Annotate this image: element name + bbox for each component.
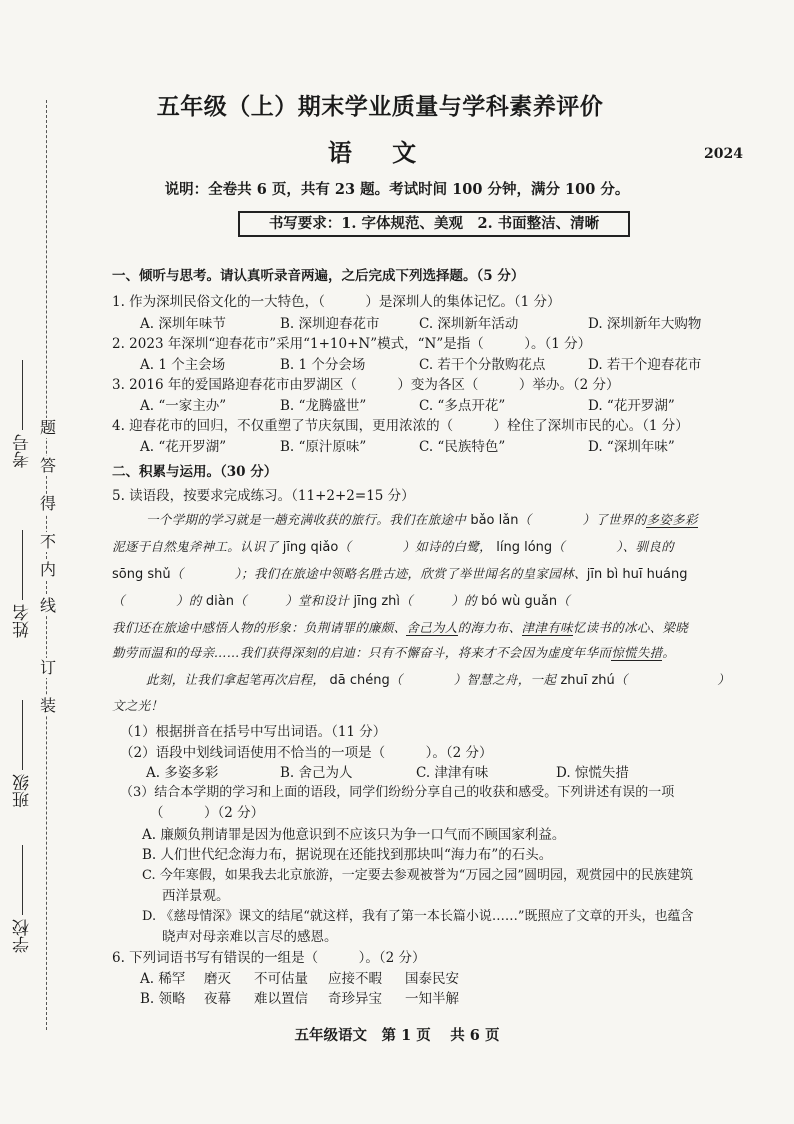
q2-option-a[interactable]: A. 1 个主会场 [140, 357, 226, 373]
sub3-option-a[interactable]: A. 廉颇负荆请罪是因为他意识到不应该只为争一口气而不顾国家利益。 [142, 827, 566, 843]
question-1-stem: 1. 作为深圳民俗文化的一大特色，（ ）是深圳人的集体记忆。（1 分） [112, 294, 561, 310]
name-field[interactable] [10, 530, 36, 638]
q3-option-a[interactable]: A. “一家主办” [140, 398, 227, 414]
sub2-option-c[interactable]: C. 津津有味 [416, 765, 489, 781]
seal-word: 得 [39, 494, 56, 513]
q4-option-d[interactable]: D. “深圳年味” [588, 439, 675, 455]
name-label: 姓名 [13, 604, 33, 638]
question-5-stem: 5. 读语段，按要求完成练习。（11+2+2=15 分） [112, 488, 415, 504]
sub-question-3-blank: （ ）（2 分） [150, 805, 265, 821]
question-6-stem: 6. 下列词语书写有错误的一组是（ ）。（2 分） [112, 950, 426, 966]
passage-line: 一个学期的学习就是一趟充满收获的旅行。我们在旅途中 bǎo lǎn（ ）了世界的多姿多彩 [146, 512, 698, 528]
seal-word: 装 [39, 696, 56, 715]
q1-option-c[interactable]: C. 深圳新年活动 [419, 316, 519, 332]
q3-option-d[interactable]: D. “花开罗湖” [588, 398, 675, 414]
sub3-option-c[interactable]: C. 今年寒假，如果我去北京旅游，一定要去参观被誉为“万园之园”圆明园，观赏园中的民族建筑 [142, 868, 694, 883]
q6-word: 难以置信 [254, 991, 308, 1007]
sub3-option-b[interactable]: B. 人们世代纪念海力布，据说现在还能找到那块叫“海力布”的石头。 [142, 847, 553, 863]
sub2-option-b[interactable]: B. 舍己为人 [280, 765, 353, 781]
q6-word: 国泰民安 [405, 971, 459, 987]
sub-question-2: （2）语段中划线词语使用不恰当的一项是（ ）。（2 分） [120, 745, 493, 761]
class-field[interactable] [10, 700, 36, 808]
q4-option-c[interactable]: C. “民族特色” [419, 439, 506, 455]
seal-word: 线 [39, 596, 56, 615]
subject-title: 语 文 [327, 138, 433, 167]
seal-word: 题 [39, 418, 56, 437]
q6-word: 应接不暇 [328, 971, 382, 987]
section-1-heading: 一、倾听与思考。请认真听录音两遍，之后完成下列选择题。（5 分） [112, 268, 525, 284]
q6-word: 一知半解 [405, 991, 459, 1007]
sub3-option-d[interactable]: D. 《慈母情深》课文的结尾“就这样，我有了第一本长篇小说……”既照应了文章的开头，也蕴含 [142, 909, 694, 924]
passage-line: 我们还在旅途中感悟人物的形象：负荆请罪的廉颇、舍己为人的海力布、津津有味忆读书的冰心、梁晓 [112, 620, 689, 635]
q6-word: 奇珍异宝 [328, 991, 382, 1007]
q2-option-c[interactable]: C. 若干个分散购花点 [419, 357, 546, 373]
seal-word: 订 [39, 658, 56, 677]
question-4-stem: 4. 迎春花市的回归，不仅重塑了节庆氛围，更用浓浓的（ ）栓住了深圳市民的心。（1 分） [112, 418, 689, 434]
q6-option-a[interactable]: A. 稀罕 [140, 971, 186, 987]
q6-word: 夜幕 [204, 991, 231, 1007]
passage-line: （ ）的 diàn（ ）堂和设计 jīng zhì（ ）的 bó wù guǎn（ [112, 593, 570, 609]
sub2-option-d[interactable]: D. 惊慌失措 [556, 765, 629, 781]
page-footer: 五年级语文 第 1 页 共 6 页 [294, 1027, 500, 1044]
seal-word: 内 [39, 560, 56, 579]
seal-word: 答 [39, 456, 56, 475]
page-title: 五年级（上）期末学业质量与学科素养评价 [156, 93, 604, 120]
q6-word: 不可估量 [254, 971, 308, 987]
exam-number-label: 考号 [13, 434, 33, 468]
passage-line: 勤劳而温和的母亲……我们获得深刻的启迪：只有不懈奋斗，将来才不会因为虚度年华而惊慌失措。 [112, 645, 676, 660]
writing-requirements-box: 书写要求：1. 字体规范、美观 2. 书面整洁、清晰 [238, 211, 630, 237]
exam-instructions: 说明：全卷共 6 页，共有 23 题。考试时间 100 分钟，满分 100 分。 [164, 181, 630, 198]
passage-line: 此刻，让我们拿起笔再次启程， dā chéng（ ）智慧之舟，一起 zhuī zhú（ ） [146, 672, 730, 688]
q6-option-b[interactable]: B. 领略 [140, 991, 186, 1007]
class-label: 班级 [13, 774, 33, 808]
q2-option-b[interactable]: B. 1 个分会场 [280, 357, 366, 373]
q3-option-b[interactable]: B. “龙腾盛世” [280, 398, 367, 414]
school-field[interactable] [10, 845, 36, 953]
question-3-stem: 3. 2016 年的爱国路迎春花市由罗湖区（ ）变为各区（ ）举办。（2 分） [112, 377, 620, 393]
q3-option-c[interactable]: C. “多点开花” [419, 398, 506, 414]
passage-line: 文之光！ [112, 698, 164, 713]
exam-year: 2024 [704, 146, 743, 162]
sub3-option-d-cont: 晓声对母亲难以言尽的感恩。 [162, 929, 338, 945]
q4-option-b[interactable]: B. “原汁原味” [280, 439, 367, 455]
sub2-option-a[interactable]: A. 多姿多彩 [146, 765, 219, 781]
q2-option-d[interactable]: D. 若干个迎春花市 [588, 357, 702, 373]
q6-word: 磨灭 [204, 971, 231, 987]
q1-option-b[interactable]: B. 深圳迎春花市 [280, 316, 380, 332]
q1-option-a[interactable]: A. 深圳年味节 [140, 316, 226, 332]
q4-option-a[interactable]: A. “花开罗湖” [140, 439, 227, 455]
q1-option-d[interactable]: D. 深圳新年大购物 [588, 316, 702, 332]
exam-number-field[interactable] [10, 360, 36, 468]
seal-word: 不 [39, 532, 56, 551]
passage-line: 泥逐于自然鬼斧神工。认识了 jīng qiǎo（ ）如诗的白鹭， líng lóng（ ）、驯良的 [112, 539, 674, 555]
passage-line: sōng shǔ（ ）；我们在旅途中领略名胜古迹，欣赏了举世闻名的皇家园林、jīn bì huī huáng [112, 566, 688, 582]
question-2-stem: 2. 2023 年深圳“迎春花市”采用“1+10+N”模式，“N”是指（ ）。（1 分） [112, 336, 592, 352]
sub3-option-c-cont: 西洋景观。 [162, 888, 230, 904]
sub-question-3: （3）结合本学期的学习和上面的语段，同学们纷纷分享自己的收获和感受。下列讲述有误的一项 [120, 785, 675, 800]
section-2-heading: 二、积累与运用。（30 分） [112, 464, 278, 480]
sub-question-1: （1）根据拼音在括号中写出词语。（11 分） [120, 724, 387, 740]
school-label: 学校 [13, 919, 33, 953]
